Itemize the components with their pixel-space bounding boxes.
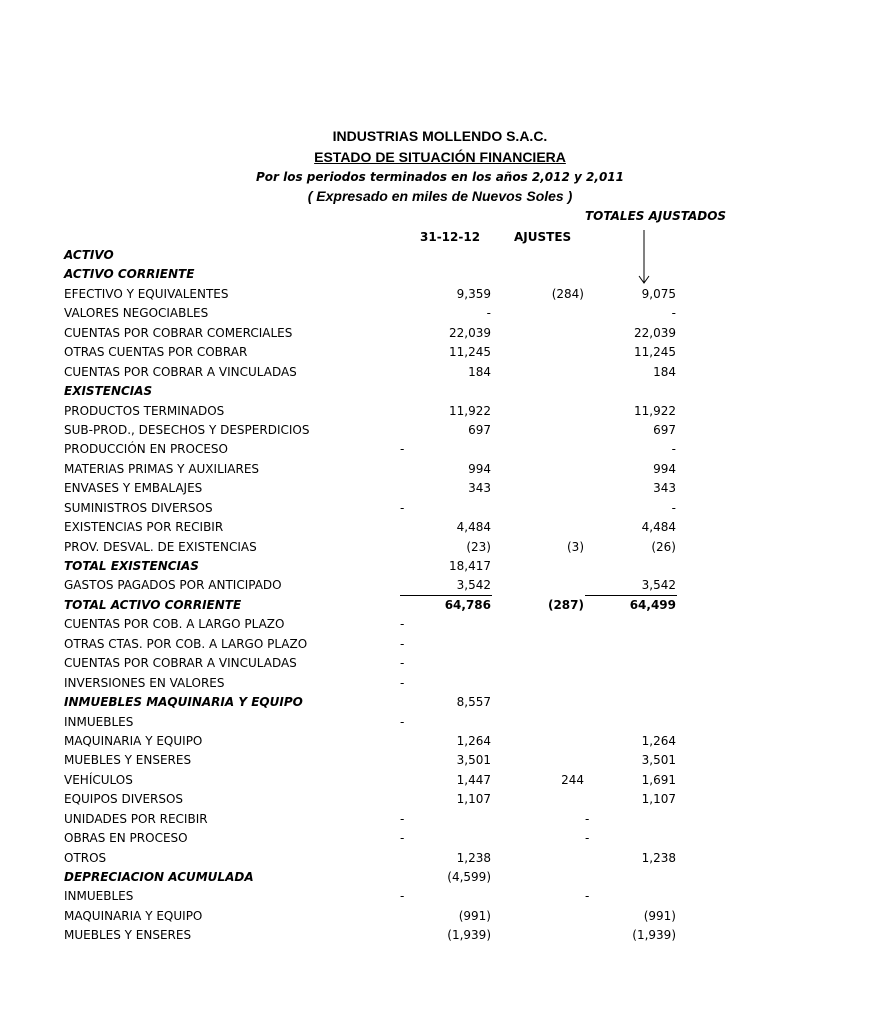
table-row [0, 615, 768, 634]
dash-marker-col1: - [400, 617, 405, 632]
value-totales-ajustados: 1,238 [641, 850, 676, 865]
table-row [0, 304, 768, 323]
value-totales-ajustados: 3,501 [641, 753, 676, 768]
table-row [0, 479, 768, 498]
value-totales-ajustados: 184 [653, 364, 676, 379]
value-31-12-12: (1,939) [447, 928, 491, 943]
value-31-12-12: 1,264 [456, 733, 491, 748]
section-row [0, 265, 768, 284]
row-label: CUENTAS POR COBRAR A VINCULADAS [64, 364, 297, 379]
value-31-12-12: (991) [458, 908, 491, 923]
table-row [0, 576, 768, 595]
row-label: VALORES NEGOCIABLES [64, 306, 209, 321]
dash-marker-col1: - [400, 500, 405, 515]
dash-marker-col1: - [400, 714, 405, 729]
value-totales-ajustados: 3,542 [641, 578, 676, 593]
dash-marker-col1: - [400, 442, 405, 457]
value-ajustes: (284) [551, 286, 584, 301]
row-label: MATERIAS PRIMAS Y AUXILIARES [64, 461, 260, 476]
value-31-12-12: 994 [468, 461, 491, 476]
total-rule-col3 [585, 595, 677, 596]
row-label: INMUEBLES [64, 714, 134, 729]
table-row [0, 790, 768, 809]
totals-adjusted-header: TOTALES AJUSTADOS [585, 209, 727, 223]
value-totales-ajustados: 64,499 [629, 597, 676, 612]
table-row [0, 499, 768, 518]
table-row [0, 285, 768, 304]
dash-marker-col1: - [400, 831, 405, 846]
row-label: ACTIVO [64, 248, 114, 262]
row-label: GASTOS PAGADOS POR ANTICIPADO [64, 578, 282, 593]
table-row [0, 732, 768, 751]
value-totales-ajustados: (26) [651, 539, 676, 554]
value-totales-ajustados: - [671, 500, 676, 515]
dash-marker-col2: - [585, 889, 590, 904]
row-label: EQUIPOS DIVERSOS [64, 792, 184, 807]
row-label: TOTAL EXISTENCIAS [64, 559, 199, 573]
value-totales-ajustados: 1,107 [641, 792, 676, 807]
value-ajustes: 244 [561, 772, 584, 787]
company-name: INDUSTRIAS MOLLENDO S.A.C. [332, 128, 548, 144]
table-row [0, 538, 768, 557]
total-rule-col1 [400, 595, 492, 596]
row-label: INMUEBLES [64, 889, 134, 904]
value-totales-ajustados: (991) [643, 908, 676, 923]
row-label: CUENTAS POR COB. A LARGO PLAZO [64, 617, 285, 632]
table-row [0, 829, 768, 848]
row-label: ENVASES Y EMBALAJES [64, 481, 203, 496]
value-31-12-12: (4,599) [447, 870, 491, 884]
row-label: PRODUCCIÓN EN PROCESO [64, 442, 228, 457]
row-label: OTROS [64, 850, 107, 865]
table-row [0, 907, 768, 926]
value-31-12-12: 8,557 [456, 695, 491, 710]
row-label: PROV. DESVAL. DE EXISTENCIAS [64, 539, 257, 554]
value-31-12-12: 18,417 [449, 559, 491, 573]
section-row [0, 868, 768, 887]
row-label: UNIDADES POR RECIBIR [64, 811, 208, 826]
value-31-12-12: 1,238 [456, 850, 491, 865]
report-period: Por los periodos terminados en los años 2,012 y 2,011 [255, 170, 624, 184]
section-row [0, 596, 768, 615]
value-totales-ajustados: 697 [653, 422, 676, 437]
table-row [0, 926, 768, 945]
dash-marker-col1: - [400, 675, 405, 690]
value-31-12-12: 343 [468, 481, 491, 496]
dash-marker-col1: - [400, 811, 405, 826]
value-31-12-12: 22,039 [449, 325, 491, 340]
row-label: OTRAS CTAS. POR COB. A LARGO PLAZO [64, 636, 308, 651]
row-label: INVERSIONES EN VALORES [64, 675, 225, 690]
row-label: VEHÍCULOS [64, 772, 133, 787]
table-row [0, 810, 768, 829]
row-label: DEPRECIACION ACUMULADA [64, 870, 254, 884]
value-31-12-12: 3,542 [456, 578, 491, 593]
value-totales-ajustados: 343 [653, 481, 676, 496]
table-row [0, 751, 768, 770]
table-row [0, 635, 768, 654]
table-row [0, 654, 768, 673]
value-totales-ajustados: 9,075 [641, 286, 676, 301]
dash-marker-col1: - [400, 889, 405, 904]
value-totales-ajustados: (1,939) [632, 928, 676, 943]
row-label: MUEBLES Y ENSERES [64, 928, 192, 943]
table-row [0, 674, 768, 693]
row-label: TOTAL ACTIVO CORRIENTE [64, 597, 242, 612]
value-totales-ajustados: 22,039 [634, 325, 676, 340]
row-label: MAQUINARIA Y EQUIPO [64, 733, 203, 748]
report-title [0, 149, 880, 165]
table-row [0, 849, 768, 868]
value-ajustes: (3) [567, 539, 584, 554]
section-row [0, 382, 768, 401]
row-label: OBRAS EN PROCESO [64, 831, 188, 846]
value-31-12-12: 1,107 [456, 792, 491, 807]
value-ajustes: (287) [547, 597, 584, 612]
value-31-12-12: 1,447 [456, 772, 491, 787]
column-adjustments-header: AJUSTES [514, 230, 572, 244]
column-date-header: 31-12-12 [420, 230, 481, 244]
value-31-12-12: 697 [468, 422, 491, 437]
table-row [0, 771, 768, 790]
table-row [0, 363, 768, 382]
section-row [0, 693, 768, 712]
value-totales-ajustados: - [671, 442, 676, 457]
row-label: MUEBLES Y ENSERES [64, 753, 192, 768]
table-row [0, 460, 768, 479]
table-row [0, 518, 768, 537]
section-row [0, 557, 768, 576]
dash-marker-col1: - [400, 636, 405, 651]
row-label: EFECTIVO Y EQUIVALENTES [64, 286, 229, 301]
value-31-12-12: - [486, 306, 491, 321]
value-31-12-12: 64,786 [444, 597, 491, 612]
value-31-12-12: (23) [466, 539, 491, 554]
table-row [0, 343, 768, 362]
report-units: ( Expresado en miles de Nuevos Soles ) [307, 188, 573, 204]
value-totales-ajustados: 1,691 [641, 772, 676, 787]
row-label: EXISTENCIAS POR RECIBIR [64, 520, 224, 535]
row-label: INMUEBLES MAQUINARIA Y EQUIPO [64, 695, 303, 710]
section-row [0, 246, 768, 265]
value-31-12-12: 4,484 [456, 520, 491, 535]
dash-marker-col1: - [400, 656, 405, 671]
value-31-12-12: 9,359 [456, 286, 491, 301]
row-label: SUMINISTROS DIVERSOS [64, 500, 213, 515]
row-label: OTRAS CUENTAS POR COBRAR [64, 345, 248, 360]
row-label: CUENTAS POR COBRAR A VINCULADAS [64, 656, 297, 671]
value-31-12-12: 184 [468, 364, 491, 379]
value-totales-ajustados: 11,922 [634, 403, 676, 418]
table-row [0, 713, 768, 732]
value-31-12-12: 3,501 [456, 753, 491, 768]
row-label: MAQUINARIA Y EQUIPO [64, 908, 203, 923]
table-row [0, 421, 768, 440]
row-label: EXISTENCIAS [64, 384, 153, 399]
value-totales-ajustados: 11,245 [634, 345, 676, 360]
table-row [0, 402, 768, 421]
row-label: PRODUCTOS TERMINADOS [64, 403, 225, 418]
report-title-text: ESTADO DE SITUACIÓN FINANCIERA [314, 149, 566, 165]
value-31-12-12: 11,922 [449, 403, 491, 418]
table-row [0, 324, 768, 343]
value-totales-ajustados: - [671, 306, 676, 321]
row-label: ACTIVO CORRIENTE [64, 267, 195, 282]
table-row [0, 440, 768, 459]
row-label: CUENTAS POR COBRAR COMERCIALES [64, 325, 293, 340]
value-totales-ajustados: 1,264 [641, 733, 676, 748]
value-totales-ajustados: 4,484 [641, 520, 676, 535]
dash-marker-col2: - [585, 811, 590, 826]
table-row [0, 887, 768, 906]
row-label: SUB-PROD., DESECHOS Y DESPERDICIOS [64, 422, 310, 437]
dash-marker-col2: - [585, 831, 590, 846]
value-totales-ajustados: 994 [653, 461, 676, 476]
value-31-12-12: 11,245 [449, 345, 491, 360]
